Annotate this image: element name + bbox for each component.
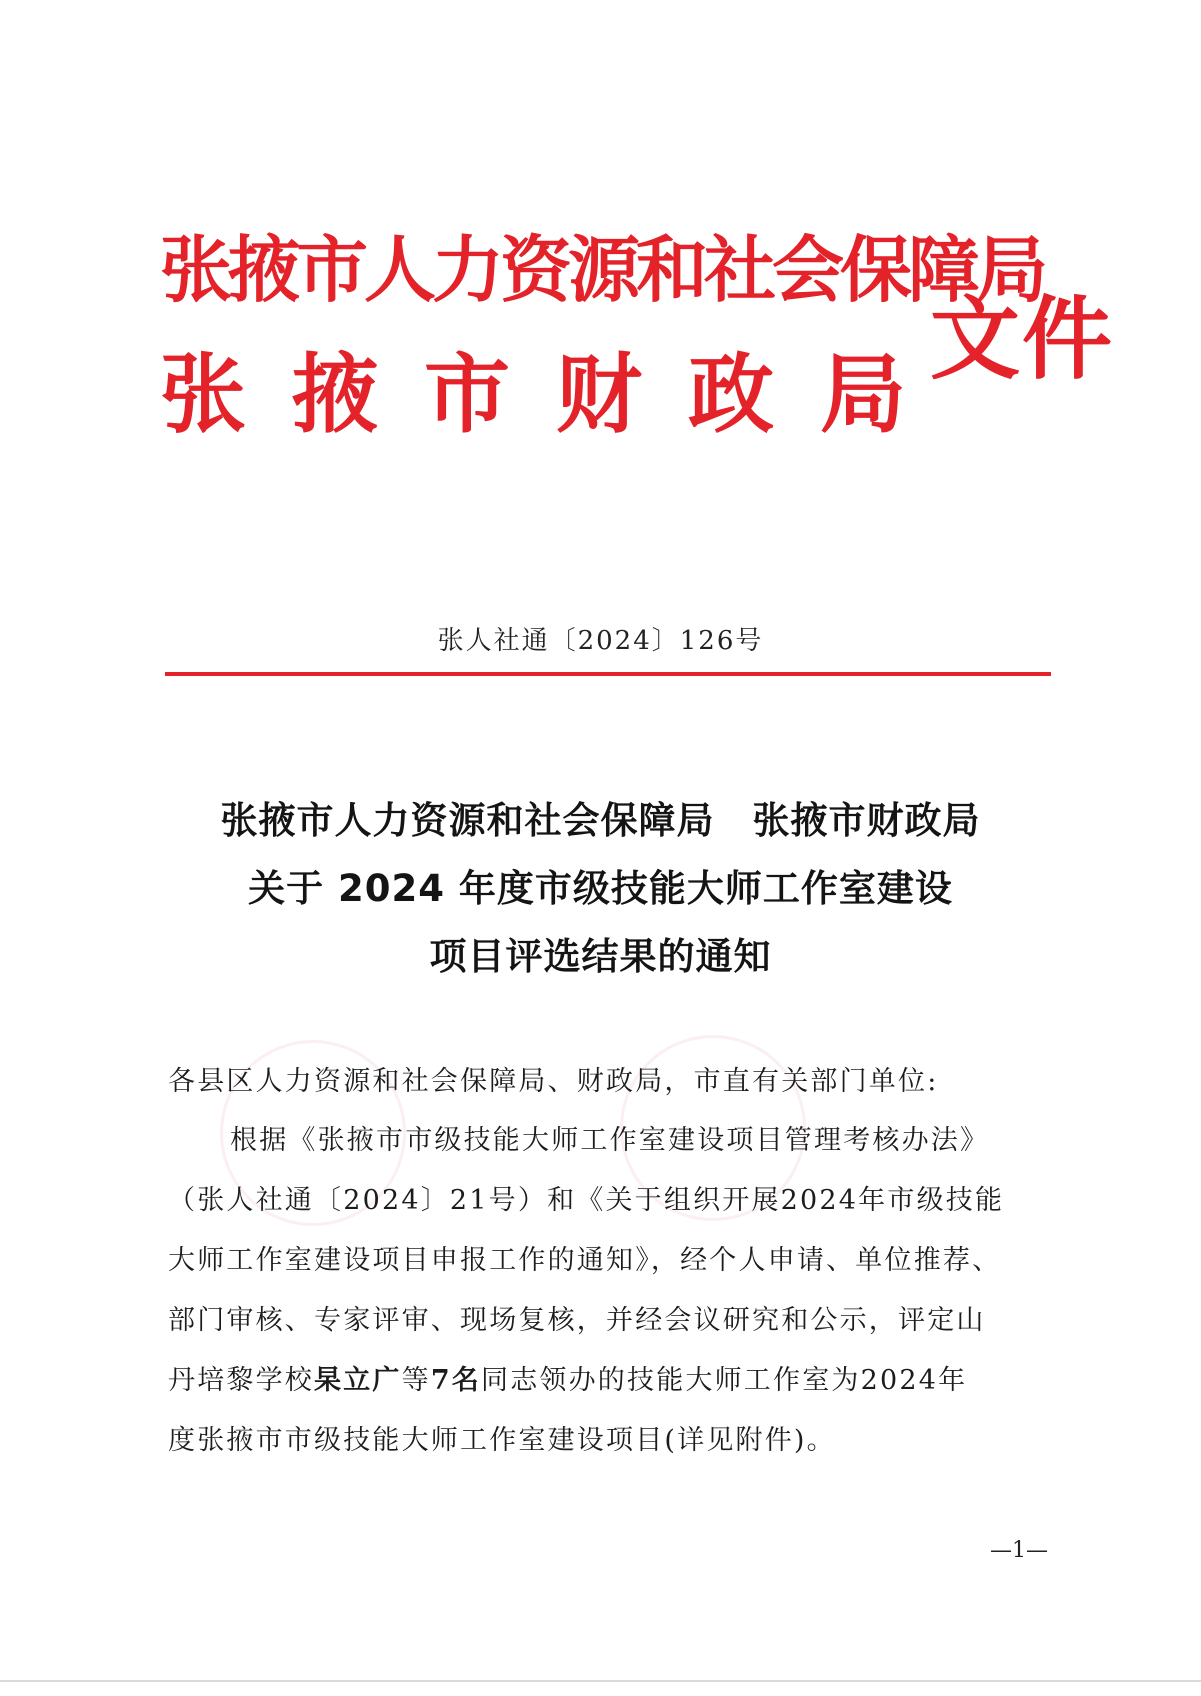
document-number: 张人社通〔2024〕126号 [437,626,764,656]
header-org-2: 张掖市财政局 [160,344,952,445]
scan-edge [0,1680,1201,1682]
body-line: （张人社通〔2024〕21号）和《关于组织开展2024年市级技能 [168,1185,1005,1216]
body-text-span: 同志领办的技能大师工作室为2024年 [481,1365,968,1396]
body-text-span: 丹培黎学校 [168,1365,314,1396]
header-org-1: 张掖市人力资源和社会保障局 [160,227,1045,312]
body-line: 大师工作室建设项目申报工作的通知》，经个人申请、单位推荐、 [168,1245,1002,1276]
person-count: 7名 [430,1365,481,1396]
title-line-1: 张掖市人力资源和社会保障局 张掖市财政局 [220,799,981,842]
title-line-3: 项目评选结果的通知 [429,935,772,978]
page-number: —1— [990,1538,1048,1563]
person-name: 杲立广 [314,1365,402,1396]
title-line-2: 关于 2024 年度市级技能大师工作室建设 [248,867,953,910]
body-line: 根据《张掖市市级技能大师工作室建设项目管理考核办法》 [230,1125,990,1156]
body-line: 部门审核、专家评审、现场复核，并经会议研究和公示，评定山 [168,1305,986,1336]
body-line: 度张掖市市级技能大师工作室建设项目(详见附件)。 [168,1425,836,1456]
salutation: 各县区人力资源和社会保障局、财政局，市直有关部门单位: [168,1066,939,1097]
body-line [168,1367,1050,1394]
red-divider [165,672,1051,676]
body-text-span: 等 [401,1365,431,1396]
header-doc-word: 文件 [930,286,1114,392]
red-header [160,222,1114,482]
